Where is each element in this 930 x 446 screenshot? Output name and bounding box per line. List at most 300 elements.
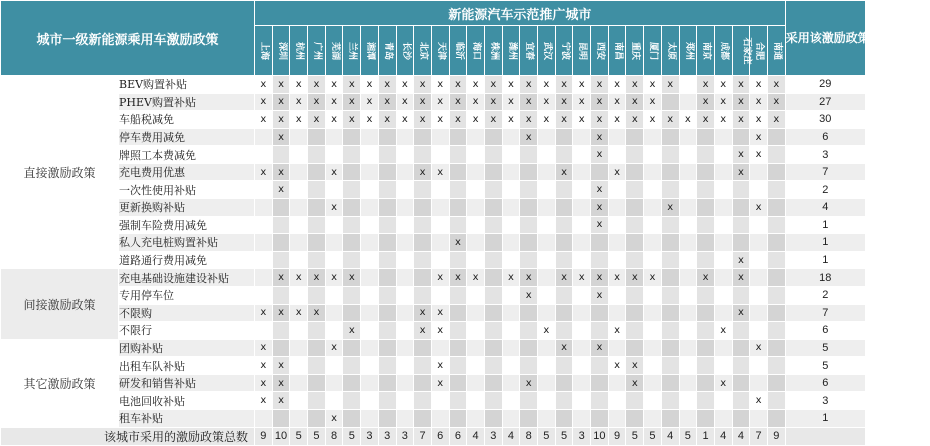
policy-name: 强制车险费用减免 [119,216,255,234]
policy-mark-cell [644,163,662,181]
policy-mark-cell [608,216,626,234]
policy-mark-cell [361,409,379,427]
city-name: 厦门 [648,41,659,60]
policy-mark-cell [750,269,768,287]
city-header [467,26,485,76]
policy-mark-cell: x [732,251,750,269]
city-total: 5 [538,427,556,445]
policy-mark-cell: x [272,163,290,181]
policy-mark-cell [555,181,573,199]
policy-mark-cell [484,128,502,146]
policy-mark-cell [290,392,308,410]
policy-mark-cell [378,269,396,287]
policy-mark-cell: x [697,269,715,287]
policy-mark-cell [343,199,361,217]
policy-mark-cell [573,216,591,234]
policy-mark-cell [325,374,343,392]
policy-mark-cell [573,251,591,269]
policy-mark-cell [255,269,273,287]
city-header [484,26,502,76]
policy-row [1,251,866,269]
policy-mark-cell [697,128,715,146]
policy-mark-cell [644,199,662,217]
policy-mark-cell [661,163,679,181]
policy-mark-cell [414,339,432,357]
policy-mark-cell [290,216,308,234]
policy-mark-cell [626,286,644,304]
policy-mark-cell [661,234,679,252]
city-total: 3 [573,427,591,445]
policy-mark-cell [484,181,502,199]
policy-mark-cell [679,251,697,269]
policy-mark-cell [361,163,379,181]
policy-mark-cell: x [431,269,449,287]
city-name: 青岛 [382,41,393,60]
policy-mark-cell [626,181,644,199]
city-header [661,26,679,76]
policy-mark-cell [467,234,485,252]
policy-mark-cell: x [538,93,556,111]
policy-mark-cell [538,304,556,322]
policy-mark-cell [361,322,379,340]
policy-mark-cell [714,146,732,164]
city-header [361,26,379,76]
policy-mark-cell [308,339,326,357]
city-total: 7 [750,427,768,445]
policy-mark-cell [361,269,379,287]
policy-mark-cell [449,339,467,357]
policy-mark-cell [555,128,573,146]
policy-mark-cell: x [396,76,414,94]
policy-mark-cell: x [272,76,290,94]
policy-mark-cell [697,322,715,340]
policy-mark-cell [467,409,485,427]
policy-mark-cell [484,146,502,164]
policy-name: 更新换购补贴 [119,199,255,217]
policy-mark-cell [414,269,432,287]
policy-mark-cell: x [484,76,502,94]
policy-mark-cell [608,181,626,199]
cities-group-header: 新能源汽车示范推广城市 [255,1,786,26]
policy-mark-cell [732,392,750,410]
policy-row [1,286,866,304]
policy-mark-cell [378,409,396,427]
city-name: 石家庄 [741,36,752,65]
policy-mark-cell [555,357,573,375]
policy-city-count: 5 [785,357,865,375]
policy-mark-cell [361,199,379,217]
policy-mark-cell [767,163,785,181]
city-name: 北京 [418,41,429,60]
policy-mark-cell [467,199,485,217]
policy-mark-cell: x [732,111,750,129]
policy-row [1,76,866,94]
policy-mark-cell [378,234,396,252]
policy-row [1,199,866,217]
policy-mark-cell [538,128,556,146]
policy-mark-cell [626,199,644,217]
policy-mark-cell [343,339,361,357]
policy-mark-cell [644,286,662,304]
policy-mark-cell [679,199,697,217]
policy-mark-cell [414,251,432,269]
city-name: 武汉 [542,41,553,60]
policy-mark-cell [396,357,414,375]
policy-mark-cell [573,322,591,340]
policy-mark-cell [308,322,326,340]
policy-mark-cell [767,339,785,357]
policy-mark-cell [325,146,343,164]
policy-mark-cell [449,251,467,269]
policy-mark-cell: x [714,76,732,94]
policy-mark-cell [767,409,785,427]
policy-mark-cell [290,409,308,427]
policy-mark-cell [661,93,679,111]
policy-mark-cell: x [591,93,609,111]
policy-mark-cell [396,146,414,164]
count-column-header: 采用该激励政策的城市数量 [785,1,865,76]
policy-mark-cell [555,322,573,340]
policy-mark-cell [414,216,432,234]
policy-mark-cell [325,357,343,375]
policy-mark-cell [467,357,485,375]
policy-mark-cell: x [591,128,609,146]
policy-mark-cell [767,392,785,410]
policy-mark-cell [555,146,573,164]
policy-mark-cell [484,234,502,252]
city-header [626,26,644,76]
policy-row [1,181,866,199]
policy-mark-cell [538,163,556,181]
policy-mark-cell [414,392,432,410]
policy-mark-cell [591,409,609,427]
policy-mark-cell: x [555,93,573,111]
policy-city-count: 2 [785,181,865,199]
policy-mark-cell: x [361,93,379,111]
policy-mark-cell: x [732,163,750,181]
policy-mark-cell [396,392,414,410]
policy-mark-cell [732,234,750,252]
policy-mark-cell [414,357,432,375]
policy-mark-cell: x [626,76,644,94]
policy-mark-cell [591,251,609,269]
policy-city-count: 7 [785,163,865,181]
policy-mark-cell: x [591,216,609,234]
policy-mark-cell [361,286,379,304]
policy-mark-cell [272,322,290,340]
policy-mark-cell [750,234,768,252]
policy-mark-cell: x [679,111,697,129]
policy-mark-cell [484,216,502,234]
city-total: 3 [396,427,414,445]
policy-mark-cell [502,409,520,427]
city-total: 1 [697,427,715,445]
policy-mark-cell [484,357,502,375]
city-name: 成都 [718,41,729,60]
policy-mark-cell: x [591,76,609,94]
policy-mark-cell [361,374,379,392]
policy-mark-cell [484,251,502,269]
policy-mark-cell [484,339,502,357]
policy-mark-cell [573,409,591,427]
policy-mark-cell: x [449,76,467,94]
policy-mark-cell [467,392,485,410]
policy-mark-cell [431,409,449,427]
policy-row [1,146,866,164]
policy-mark-cell [697,286,715,304]
policy-mark-cell [396,199,414,217]
policy-name: 停车费用减免 [119,128,255,146]
policy-mark-cell [378,286,396,304]
policy-mark-cell [644,251,662,269]
policy-name: 私人充电桩购置补贴 [119,234,255,252]
policy-mark-cell [644,304,662,322]
policy-mark-cell [679,304,697,322]
policy-mark-cell [467,339,485,357]
policy-mark-cell [431,392,449,410]
city-total: 5 [290,427,308,445]
policy-mark-cell: x [378,76,396,94]
policy-mark-cell [767,128,785,146]
policy-mark-cell [573,286,591,304]
policy-mark-cell [732,181,750,199]
policy-mark-cell [484,286,502,304]
policy-mark-cell [767,199,785,217]
policy-mark-cell [714,286,732,304]
policy-mark-cell [732,374,750,392]
policy-mark-cell [520,163,538,181]
policy-city-count: 1 [785,409,865,427]
policy-mark-cell [767,269,785,287]
policy-mark-cell [361,392,379,410]
city-name: 南京 [701,41,712,60]
policy-mark-cell: x [714,322,732,340]
city-name: 深圳 [276,41,287,60]
policy-mark-cell [378,181,396,199]
policy-mark-cell: x [272,93,290,111]
policy-mark-cell [679,392,697,410]
policy-mark-cell: x [697,76,715,94]
policy-city-count: 1 [785,234,865,252]
policy-mark-cell [272,339,290,357]
policy-city-count: 29 [785,76,865,94]
policy-mark-cell [697,234,715,252]
policy-name: 一次性使用补贴 [119,181,255,199]
policy-mark-cell [591,234,609,252]
policy-mark-cell [396,322,414,340]
policy-mark-cell [591,374,609,392]
policy-mark-cell [502,357,520,375]
policy-mark-cell [714,216,732,234]
policy-mark-cell [325,392,343,410]
policy-mark-cell [573,181,591,199]
city-header [414,26,432,76]
policy-mark-cell [414,128,432,146]
policy-mark-cell [414,286,432,304]
policy-mark-cell [431,251,449,269]
policy-mark-cell [308,216,326,234]
policy-mark-cell [502,234,520,252]
city-name: 宜春 [524,41,535,60]
policy-mark-cell [502,322,520,340]
policy-mark-cell [449,163,467,181]
policy-mark-cell [502,251,520,269]
policy-mark-cell [520,357,538,375]
city-total: 3 [361,427,379,445]
policy-mark-cell [573,357,591,375]
policy-mark-cell [661,304,679,322]
policy-mark-cell [697,216,715,234]
policy-city-count: 1 [785,251,865,269]
policy-mark-cell [520,304,538,322]
city-header [538,26,556,76]
policy-mark-cell [343,128,361,146]
policy-mark-cell [431,128,449,146]
city-name: 湘潭 [365,41,376,60]
policy-mark-cell [449,409,467,427]
policy-mark-cell [378,216,396,234]
policy-mark-cell: x [396,93,414,111]
policy-mark-cell [520,146,538,164]
city-total: 9 [255,427,273,445]
policy-mark-cell: x [290,111,308,129]
policy-mark-cell [290,339,308,357]
policy-mark-cell [431,234,449,252]
policy-mark-cell: x [467,76,485,94]
policy-mark-cell [361,304,379,322]
city-name: 兰州 [347,41,358,60]
city-total: 5 [679,427,697,445]
policy-mark-cell: x [272,374,290,392]
policy-mark-cell [750,163,768,181]
policy-mark-cell [608,128,626,146]
policy-mark-cell [679,181,697,199]
policy-mark-cell: x [555,163,573,181]
policy-mark-cell [361,181,379,199]
policy-mark-cell [608,409,626,427]
city-name: 长沙 [400,41,411,60]
policy-mark-cell [378,374,396,392]
policy-mark-cell [538,357,556,375]
city-total: 8 [520,427,538,445]
policy-mark-cell: x [608,111,626,129]
policy-mark-cell [644,128,662,146]
policy-mark-cell [644,216,662,234]
policy-mark-cell [697,199,715,217]
policy-mark-cell [679,357,697,375]
policy-mark-cell: x [750,93,768,111]
policy-mark-cell [467,216,485,234]
policy-mark-cell: x [255,76,273,94]
policy-mark-cell [679,286,697,304]
policy-mark-cell [484,392,502,410]
policy-mark-cell [732,199,750,217]
policy-mark-cell [661,251,679,269]
city-name: 昆明 [577,41,588,60]
policy-name: 出租车队补贴 [119,357,255,375]
policy-mark-cell [308,374,326,392]
policy-mark-cell [378,357,396,375]
policy-mark-cell [343,374,361,392]
policy-mark-cell [396,181,414,199]
policy-mark-cell [626,216,644,234]
policy-mark-cell [520,251,538,269]
policy-mark-cell [484,163,502,181]
policy-mark-cell [396,339,414,357]
policy-mark-cell [767,322,785,340]
policy-mark-cell: x [414,304,432,322]
policy-mark-cell: x [308,269,326,287]
policy-mark-cell [644,234,662,252]
policy-mark-cell [679,128,697,146]
policy-mark-cell [714,163,732,181]
policy-mark-cell: x [714,374,732,392]
policy-mark-cell [484,322,502,340]
city-total: 5 [644,427,662,445]
city-header [555,26,573,76]
policy-mark-cell [661,409,679,427]
policy-mark-cell [555,286,573,304]
city-total: 5 [308,427,326,445]
policy-mark-cell [290,199,308,217]
policy-mark-cell: x [467,93,485,111]
policy-mark-cell: x [502,269,520,287]
policy-mark-cell [679,374,697,392]
policy-mark-cell [697,392,715,410]
policy-mark-cell: x [555,269,573,287]
policy-mark-cell [502,128,520,146]
city-total: 9 [767,427,785,445]
policy-name: BEV购置补贴 [119,76,255,94]
policy-mark-cell [538,374,556,392]
policy-mark-cell [538,216,556,234]
policy-mark-cell: x [767,76,785,94]
policy-mark-cell [608,339,626,357]
policy-mark-cell [502,181,520,199]
policy-mark-cell [750,251,768,269]
policy-mark-cell: x [555,339,573,357]
category-label: 间接激励政策 [1,269,119,339]
policy-mark-cell [538,234,556,252]
policy-mark-cell [396,234,414,252]
policy-mark-cell: x [308,93,326,111]
policy-mark-cell [714,181,732,199]
policy-mark-cell [396,163,414,181]
policy-mark-cell [750,304,768,322]
policy-mark-cell: x [732,304,750,322]
policy-mark-cell: x [591,111,609,129]
policy-mark-cell [396,128,414,146]
policy-mark-cell: x [626,374,644,392]
policy-mark-cell [502,199,520,217]
policy-name: 牌照工本费减免 [119,146,255,164]
policy-mark-cell [449,374,467,392]
policy-mark-cell [290,374,308,392]
policy-mark-cell [750,181,768,199]
city-name: 南通 [771,41,782,60]
policy-mark-cell [555,251,573,269]
city-name: 上海 [259,41,270,60]
policy-mark-cell [308,357,326,375]
policy-row [1,392,866,410]
policy-mark-cell [378,251,396,269]
policy-mark-cell [378,128,396,146]
policy-mark-cell [591,322,609,340]
policy-mark-cell: x [767,93,785,111]
policy-mark-cell [608,251,626,269]
policy-mark-cell [502,339,520,357]
policy-mark-cell [467,286,485,304]
